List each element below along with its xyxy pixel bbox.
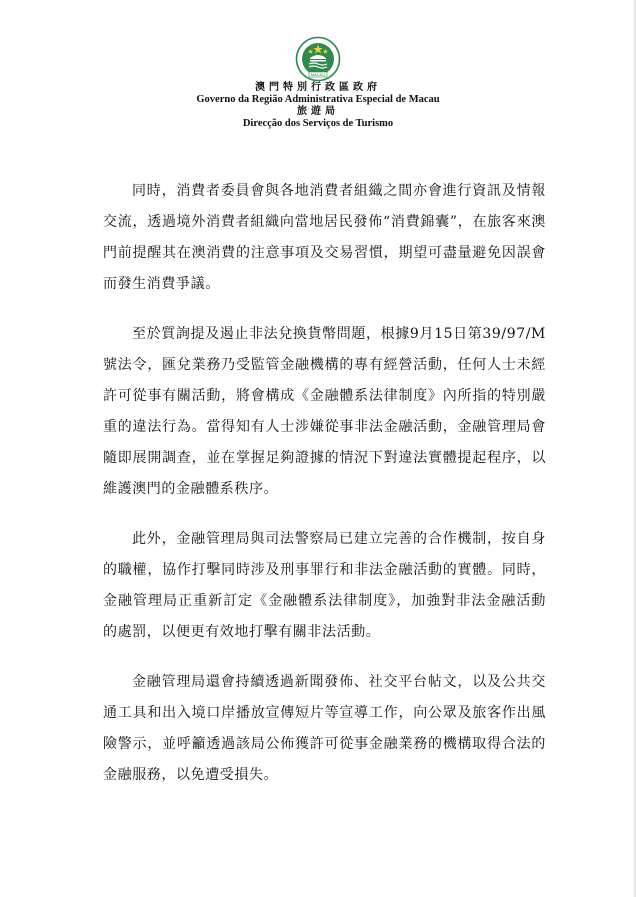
emblem-text: MACAU	[310, 72, 326, 77]
government-name-portuguese: Governo da Região Administrativa Especial de Macau	[196, 94, 440, 105]
paragraph-4: 金融管理局還會持續透過新聞發佈、社交平台帖文，以及公共交通工具和出入境口岸播放宣傳短片等宣導工作，向公眾及旅客作出風險警示，並呼籲透過該局公佈獲許可從事金融業務的機構取得合法的金融服務，以免遭受損失。	[103, 674, 546, 783]
department-name-portuguese: Direcção dos Serviços de Turismo	[242, 118, 394, 129]
government-name-chinese: 澳門特別行政區政府	[255, 82, 381, 93]
paragraph-3: 此外，金融管理局與司法警察局已建立完善的合作機制，按自身的職權，協作打擊同時涉及刑事罪行和非法金融活動的實體。同時，金融管理局正重新訂定《金融體系法律制度》，加強對非法金融活動的處罰，以便更有效地打擊有關非法活動。	[103, 531, 546, 640]
paragraph-2: 至於質詢提及遏止非法兌換貨幣問題，根據9月15日第39/97/M號法令，匯兌業務乃受監管金融機構的專有經營活動，任何人士未經許可從事有關活動，將會構成《金融體系法律制度》內所指的特別嚴重的違法行為。當得知有人士涉嫌從事非法金融活動，金融管理局會隨即展開調查，並在掌握足夠證據的情況下對違法實體提起程序，以維護澳門的金融體系秩序。	[103, 326, 546, 497]
macau-emblem-icon	[295, 36, 341, 82]
letterhead	[0, 36, 636, 130]
department-name-chinese: 旅遊局	[297, 106, 339, 117]
paragraph-1: 同時，消費者委員會與各地消費者組織之間亦會進行資訊及情報交流，透過境外消費者組織向當地居民發佈“消費錦囊”，在旅客來澳門前提醒其在澳消費的注意事項及交易習慣，期望可盡量避免因誤會而發生消費爭議。	[103, 183, 546, 292]
letter-body	[103, 176, 546, 810]
